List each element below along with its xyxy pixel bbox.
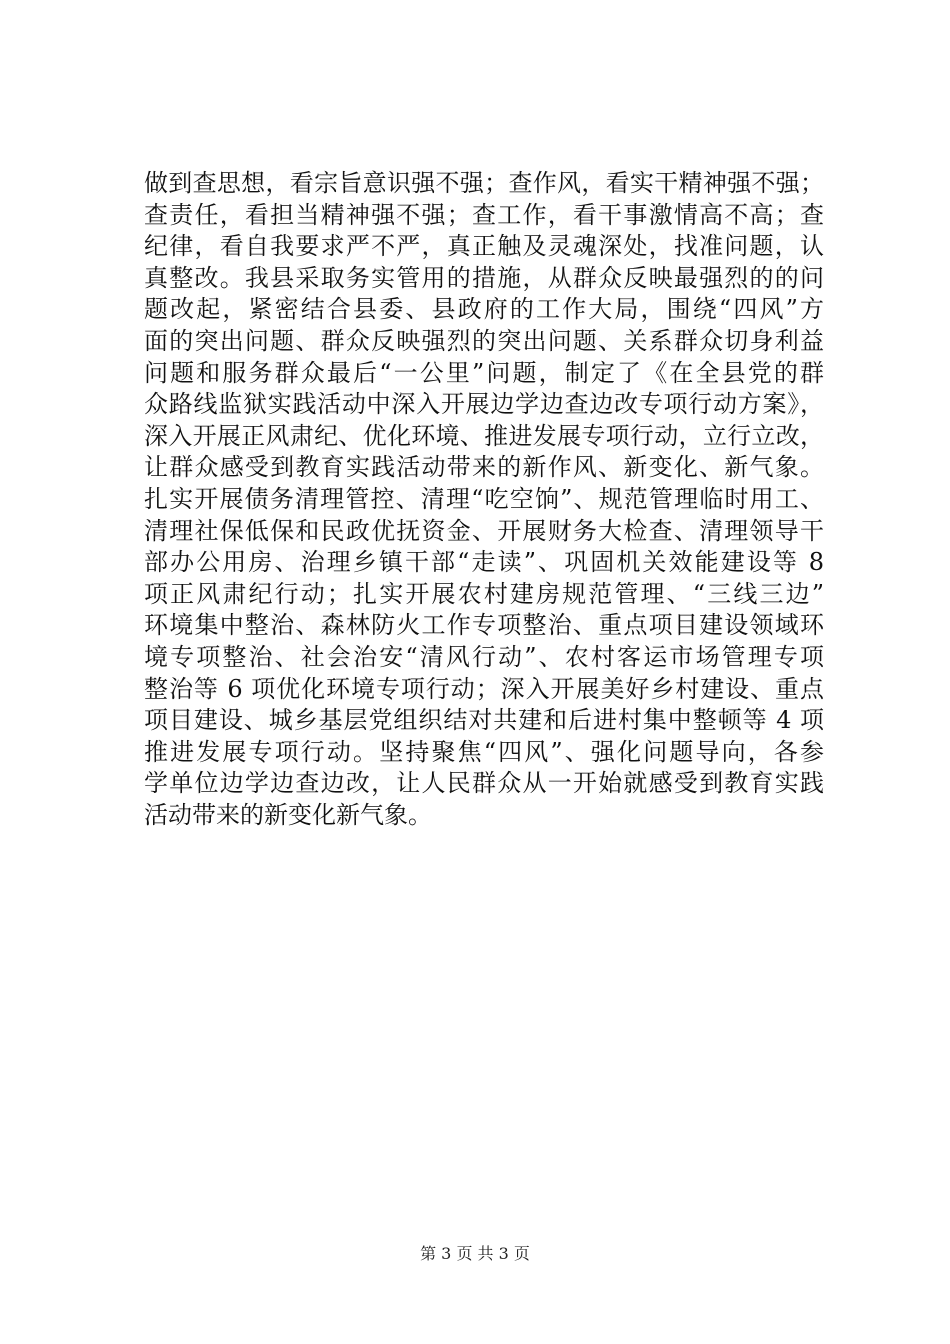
paragraph-line: 环境集中整治、森林防火工作专项整治、重点项目建设领域环	[144, 611, 824, 640]
paragraph-line: 清理社保低保和民政优抚资金、开展财务大检查、清理领导干	[144, 516, 824, 545]
paragraph-line: 项目建设、城乡基层党组织结对共建和后进村集中整顿等 4 项	[144, 706, 824, 735]
paragraph-line: 做到查思想，看宗旨意识强不强；查作风，看实干精神强不强；	[144, 169, 824, 197]
paragraph-line: 题改起，紧密结合县委、县政府的工作大局，围绕“四风”方	[144, 295, 824, 324]
paragraph-line: 扎实开展债务清理管控、清理“吃空饷”、规范管理临时用工、	[144, 484, 824, 513]
paragraph-line: 活动带来的新变化新气象。	[144, 800, 432, 829]
paragraph-line: 问题和服务群众最后“一公里”问题，制定了《在全县党的群	[144, 358, 824, 387]
paragraph-line: 纪律，看自我要求严不严，真正触及灵魂深处，找准问题，认	[144, 232, 824, 261]
paragraph-line: 面的突出问题、群众反映强烈的突出问题、关系群众切身利益	[144, 326, 824, 355]
paragraph-line: 众路线监狱实践活动中深入开展边学边查边改专项行动方案》，	[144, 390, 824, 419]
paragraph-line: 学单位边学边查边改，让人民群众从一开始就感受到教育实践	[144, 769, 824, 798]
paragraph-line: 推进发展专项行动。坚持聚焦“四风”、强化问题导向，各参	[144, 737, 824, 766]
paragraph-line: 项正风肃纪行动；扎实开展农村建房规范管理、“三线三边”	[144, 579, 824, 608]
paragraph-line: 整治等 6 项优化环境专项行动；深入开展美好乡村建设、重点	[144, 674, 824, 703]
page-number-footer: 第 3 页 共 3 页	[420, 1244, 530, 1263]
paragraph-line: 深入开展正风肃纪、优化环境、推进发展专项行动，立行立改，	[144, 421, 824, 450]
paragraph-line: 部办公用房、治理乡镇干部“走读”、巩固机关效能建设等 8	[144, 548, 824, 577]
paragraph-line: 境专项整治、社会治安“清风行动”、农村客运市场管理专项	[144, 642, 824, 671]
body-paragraph	[144, 168, 824, 831]
paragraph-line: 查责任，看担当精神强不强；查工作，看干事激情高不高；查	[144, 200, 824, 229]
paragraph-line: 真整改。我县采取务实管用的措施，从群众反映最强烈的的问	[144, 263, 824, 292]
paragraph-line: 让群众感受到教育实践活动带来的新作风、新变化、新气象。	[144, 453, 824, 482]
